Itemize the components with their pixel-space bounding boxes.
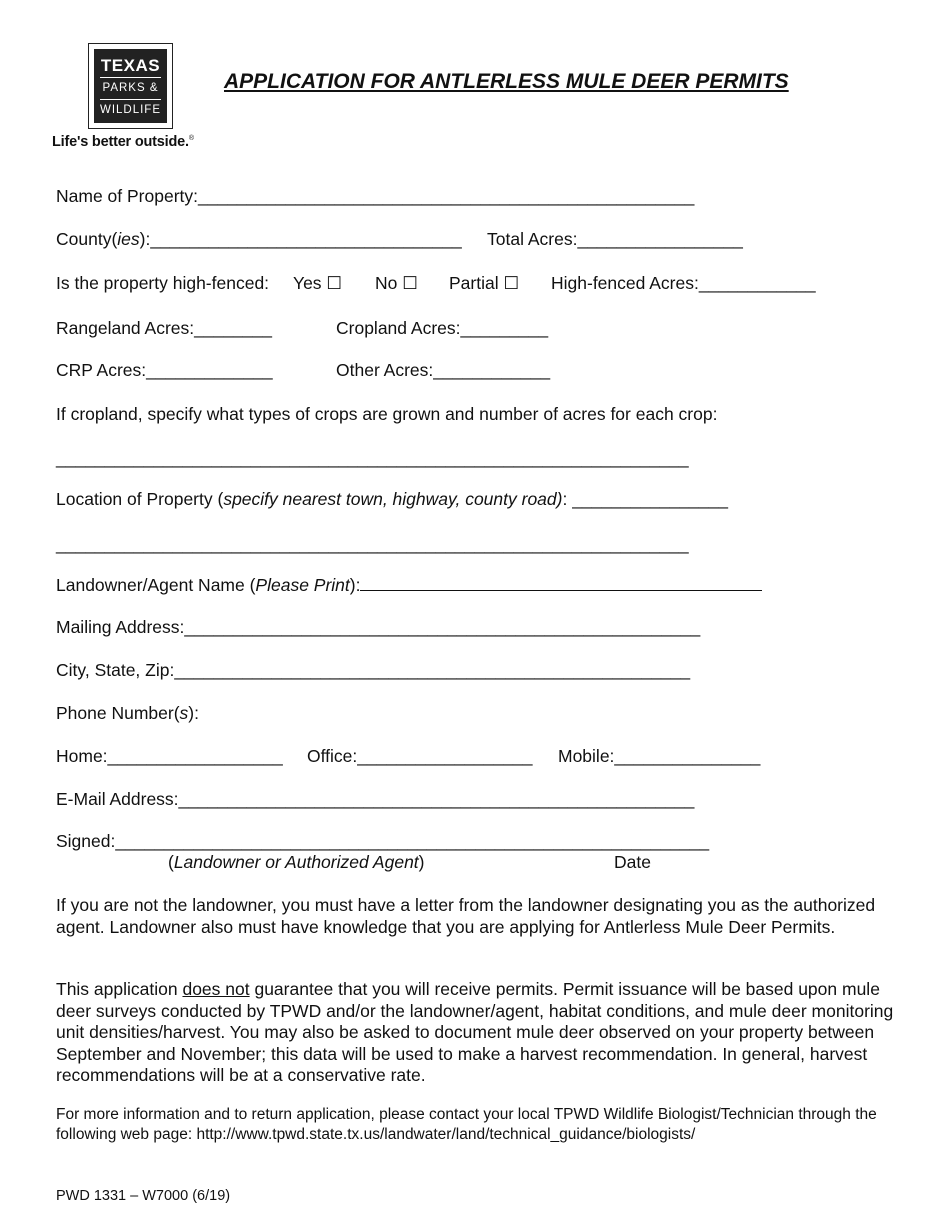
other-acres-field[interactable]: Other Acres:____________ (336, 360, 551, 380)
logo-wildlife: WILDLIFE (99, 104, 162, 116)
guarantee-note: This application does not guarantee that you will receive permits. Permit issuance will be based upon mule deer surveys conducted by TPWD and/or the landowner/agent, habitat conditions, and mule deer monitoring unit densities/harvest. You may also be asked to document mule deer observed on your property between September and November; this data will be used to make a harvest recommendation. In general, harvest recommendations will be at a conservative rate. (56, 979, 894, 1085)
high-fenced-acres-field[interactable]: High-fenced Acres:____________ (551, 273, 816, 293)
total-acres-field[interactable]: Total Acres:_________________ (487, 229, 743, 249)
registered-mark: ® (188, 135, 194, 143)
mobile-phone-field[interactable]: Mobile:_______________ (558, 746, 761, 766)
logo-divider (100, 99, 161, 100)
location-answer-line[interactable]: _________________________________________________________________ (56, 534, 689, 554)
county-field[interactable]: County(ies):________________________________ (56, 229, 462, 249)
logo-divider (100, 77, 161, 78)
agent-letter-note: If you are not the landowner, you must have a letter from the landowner designating you as the authorized agent. Landowner also must have knowledge that you are applying for Antlerless Mule Deer Permits. (56, 895, 876, 937)
city-state-zip-field[interactable]: City, State, Zip:_____________________________________________________ (56, 660, 691, 680)
high-fenced-partial-checkbox[interactable]: Partial ☐ (449, 273, 520, 293)
crops-question: If cropland, specify what types of crops are grown and number of acres for each crop: (56, 404, 718, 424)
page-title: APPLICATION FOR ANTLERLESS MULE DEER PERMITS (224, 70, 789, 93)
home-phone-field[interactable]: Home:__________________ (56, 746, 283, 766)
rangeland-acres-field[interactable]: Rangeland Acres:________ (56, 318, 273, 338)
location-field[interactable]: Location of Property (specify nearest town, highway, county road): ________________ (56, 489, 728, 509)
crp-acres-field[interactable]: CRP Acres:_____________ (56, 360, 273, 380)
landowner-name-field[interactable]: Landowner/Agent Name (Please Print): (56, 575, 762, 596)
logo-tagline: Life's better outside.® (52, 134, 194, 150)
signer-caption: (Landowner or Authorized Agent) (168, 852, 425, 872)
more-info-note: For more information and to return application, please contact your local TPWD Wildlife Biologist/Technician through the following web page: http://www.tpwd.state.tx.us/landwater/land/technical_guidance/biologists/ (56, 1106, 877, 1143)
office-phone-field[interactable]: Office:__________________ (307, 746, 533, 766)
phone-numbers-label: Phone Number(s): (56, 703, 199, 723)
name-of-property-field[interactable]: Name of Property:___________________________________________________ (56, 186, 695, 206)
logo-badge (94, 49, 167, 123)
high-fenced-no-checkbox[interactable]: No ☐ (375, 273, 418, 293)
crops-answer-line[interactable]: _________________________________________________________________ (56, 448, 689, 468)
mailing-address-field[interactable]: Mailing Address:_____________________________________________________ (56, 617, 701, 637)
does-not-emphasis: does not (182, 979, 250, 999)
date-caption: Date (614, 852, 651, 872)
high-fenced-label: Is the property high-fenced: (56, 273, 270, 293)
logo-texas: TEXAS (100, 56, 161, 75)
signature-field[interactable]: Signed:_____________________________________________________________ (56, 831, 710, 851)
high-fenced-yes-checkbox[interactable]: Yes ☐ (293, 273, 343, 293)
landowner-name-line[interactable] (360, 576, 762, 591)
tpwd-logo (88, 43, 173, 129)
logo-parks: PARKS & (102, 82, 159, 94)
cropland-acres-field[interactable]: Cropland Acres:_________ (336, 318, 549, 338)
form-number: PWD 1331 – W7000 (6/19) (56, 1188, 231, 1204)
email-field[interactable]: E-Mail Address:_____________________________________________________ (56, 789, 695, 809)
